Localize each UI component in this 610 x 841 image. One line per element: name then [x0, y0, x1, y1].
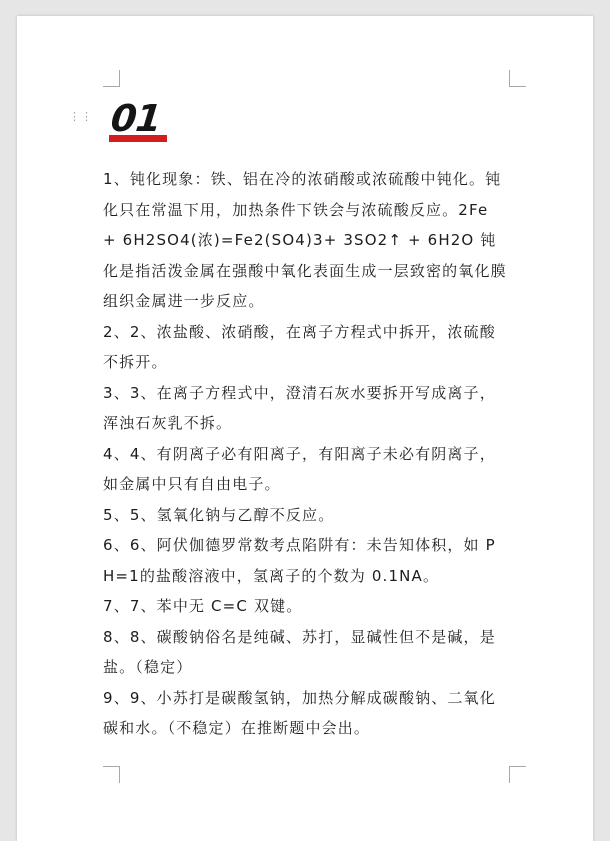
- margin-corner-top-left: [103, 70, 120, 87]
- paragraph-6: 6、6、阿伏伽德罗常数考点陷阱有：未告知体积，如 PH=1的盐酸溶液中，氢离子的个数为 0.1NA。: [103, 536, 496, 585]
- paragraph-2: 2、2、浓盐酸、浓硝酸，在离子方程式中拆开，浓硫酸不拆开。: [103, 322, 496, 371]
- paragraph-4: 4、4、有阴离子必有阳离子，有阳离子未必有阴离子，如金属中只有自由电子。: [103, 444, 496, 493]
- margin-corner-top-right: [509, 70, 526, 87]
- paragraph-5: 5、5、氢氧化钠与乙醇不反应。: [103, 505, 335, 524]
- document-page: [17, 16, 593, 841]
- drag-handle-icon[interactable]: ⋮⋮: [69, 110, 93, 123]
- paragraph-7: 7、7、苯中无 C=C 双键。: [103, 597, 303, 615]
- paragraph-9: 9、9、小苏打是碳酸氢钠，加热分解成碳酸钠、二氧化碳和水。（不稳定）在推断题中会出。: [103, 688, 496, 737]
- paragraph-1: 1、钝化现象：铁、铝在冷的浓硝酸或浓硫酸中钝化。钝化只在常温下用，加热条件下铁会与浓硫酸反应。2Fe + 6H2SO4(浓)=Fe2(SO4)3+ 3SO2↑ + 6H2O 钝化是指活泼金属在强酸中氧化表面生成一层致密的氧化膜组织金属进一步反应。: [103, 170, 507, 310]
- margin-corner-bottom-right: [509, 766, 526, 783]
- document-body[interactable]: [103, 164, 507, 744]
- section-heading: [107, 98, 177, 144]
- margin-corner-bottom-left: [103, 766, 120, 783]
- paragraph-3: 3、3、在离子方程式中，澄清石灰水要拆开写成离子，浑浊石灰乳不拆。: [103, 383, 496, 432]
- heading-number: 01: [108, 97, 163, 140]
- paragraph-8: 8、8、碳酸钠俗名是纯碱、苏打，显碱性但不是碱，是盐。（稳定）: [103, 627, 496, 676]
